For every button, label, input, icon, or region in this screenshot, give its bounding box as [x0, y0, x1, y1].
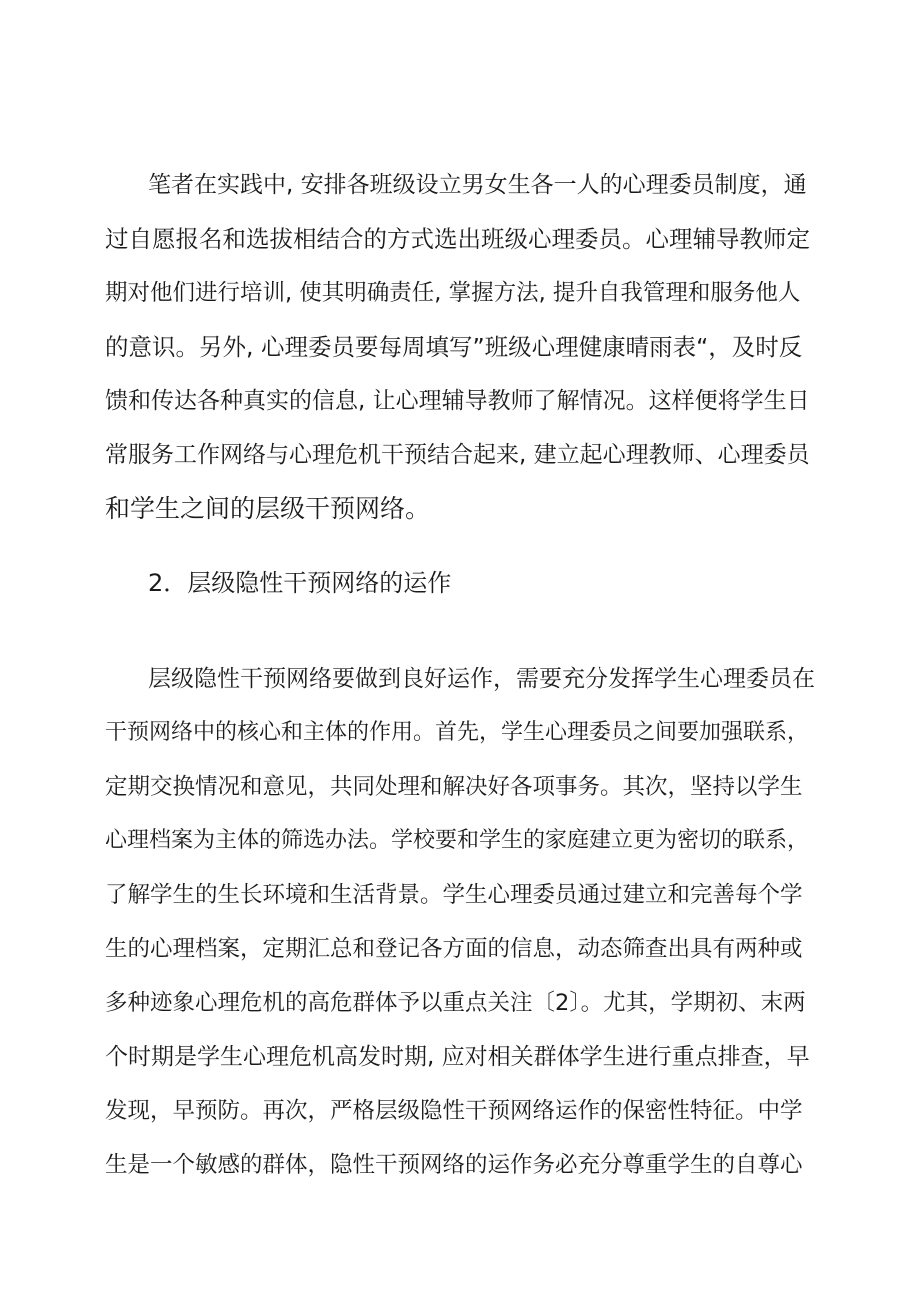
- paragraph-1-line-1: 笔者在实践中, 安排各班级设立男女生各一人的心理委员制度，通: [148, 172, 807, 198]
- paragraph-1-line-4: 的意识。另外, 心理委员要每周填写”班级心理健康晴雨表“，及时反: [105, 333, 803, 361]
- paragraph-2-line-4: 心理档案为主体的筛选办法。学校要和学生的家庭建立更为密切的联系，: [105, 828, 810, 853]
- paragraph-2-line-10: 生是一个敏感的群体，隐性干预网络的运作务必充分尊重学生的自尊心: [105, 1152, 803, 1178]
- paragraph-1-line-2: 过自愿报名和选拔相结合的方式选出班级心理委员。心理辅导教师定: [105, 225, 810, 253]
- paragraph-1-line-3: 期对他们进行培训, 使其明确责任, 掌握方法, 提升自我管理和服务他人: [105, 280, 801, 306]
- paragraph-2-line-9: 发现，早预防。再次，严格层级隐性干预网络运作的保密性特征。中学: [105, 1098, 803, 1124]
- paragraph-2-line-6: 生的心理档案，定期汇总和登记各方面的信息，动态筛查出具有两种或: [105, 936, 803, 962]
- paragraph-2-line-8: 个时期是学生心理危机高发时期, 应对相关群体学生进行重点排查，早: [105, 1044, 810, 1070]
- paragraph-1-line-5: 馈和传达各种真实的信息, 让心理辅导教师了解情况。这样便将学生日: [105, 388, 810, 414]
- paragraph-1-line-7: 和学生之间的层级干预网络。: [105, 494, 431, 523]
- paragraph-1-line-6: 常服务工作网络与心理危机干预结合起来, 建立起心理教师、心理委员: [105, 442, 810, 468]
- paragraph-2-line-1: 层级隐性干预网络要做到良好运作，需要充分发挥学生心理委员在: [148, 666, 815, 692]
- section-heading: 2．层级隐性干预网络的运作: [148, 569, 452, 597]
- paragraph-2-line-5: 了解学生的生长环境和生活背景。学生心理委员通过建立和完善每个学: [105, 882, 803, 908]
- paragraph-2-line-2: 干预网络中的核心和主体的作用。首先，学生心理委员之间要加强联系，: [105, 720, 810, 745]
- paragraph-2-line-7: 多种迹象心理危机的高危群体予以重点关注〔2〕。尤其，学期初、末两: [105, 990, 806, 1016]
- paragraph-2-line-3: 定期交换情况和意见，共同处理和解决好各项事务。其次，坚持以学生: [105, 774, 803, 800]
